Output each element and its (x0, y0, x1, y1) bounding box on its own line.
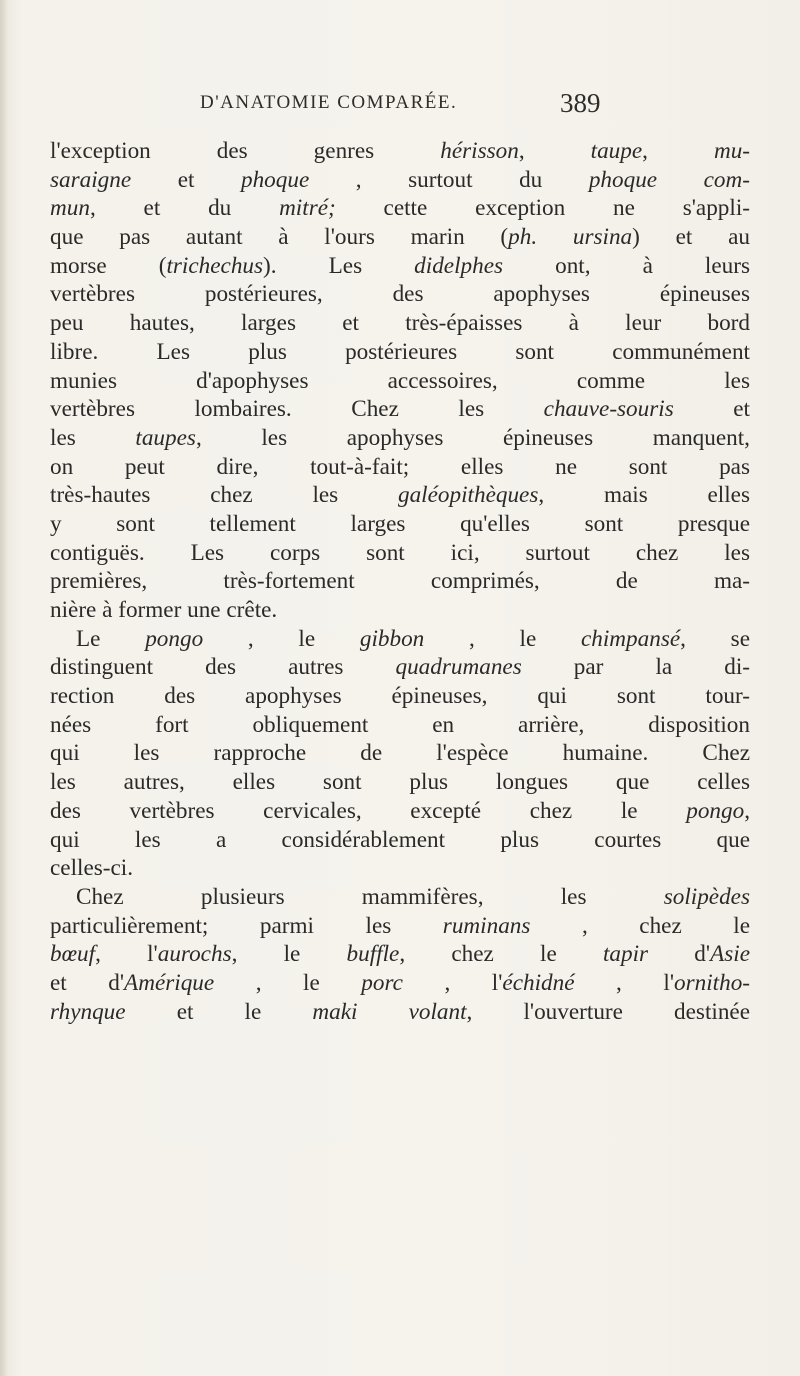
italic-term: porc (361, 969, 403, 996)
text-run: l'exception des genres (50, 138, 441, 164)
italic-term: rhynque (50, 998, 126, 1025)
italic-term: gibbon (359, 625, 425, 652)
text-run: particulièrement; parmi les (50, 912, 443, 939)
text-run: vertèbres postérieures, des apophyses épineuses (50, 281, 750, 308)
text-run: , mais elles (538, 482, 750, 509)
text-run: les autres, elles sont plus longues que celles (50, 769, 750, 796)
text-run: nière à former une crête. (50, 597, 278, 623)
text-line (50, 625, 750, 654)
text-line (50, 338, 750, 367)
italic-term: maki volant (312, 998, 467, 1025)
text-run: d' (648, 941, 711, 968)
italic-term: mu- (713, 138, 751, 164)
text-line (50, 653, 750, 682)
text-line (50, 137, 750, 166)
text-run: , l' (95, 941, 158, 968)
text-run: , chez le (530, 912, 750, 939)
text-run: qui les rapproche de l'espèce humaine. Chez (50, 740, 750, 767)
text-run: , surtout du (309, 166, 589, 193)
text-run: , l' (402, 969, 503, 996)
text-run: y sont tellement larges qu'elles sont presque (50, 510, 750, 537)
italic-term: mitré; (279, 195, 336, 222)
italic-term: chimpansé (580, 625, 681, 652)
italic-term: mun (50, 195, 90, 222)
text-line (50, 510, 750, 539)
text-line (50, 252, 750, 281)
text-line (50, 797, 750, 826)
italic-term: Asie (710, 941, 750, 968)
text-line (50, 998, 750, 1027)
text-run: Chez plusieurs mammifères, les (76, 883, 664, 910)
italic-term: hérisson (440, 138, 519, 164)
italic-term: aurochs (157, 941, 232, 968)
italic-term: Amérique (124, 969, 215, 996)
italic-term: taupes (135, 424, 196, 451)
italic-term: trichechus (166, 252, 264, 279)
text-line (50, 395, 750, 424)
italic-term: chauve-souris (543, 396, 674, 423)
text-line (50, 682, 750, 711)
text-run: qui les a considérablement plus courtes que (50, 826, 750, 853)
text-run: et (131, 166, 241, 193)
italic-term: ornitho- (674, 969, 751, 996)
text-run: très-hautes chez les (50, 482, 398, 509)
page-header (0, 88, 800, 122)
text-run: , le (231, 941, 347, 968)
italic-term: échidné (502, 969, 575, 996)
text-run: par la di- (521, 654, 750, 681)
italic-term: saraigne (50, 166, 132, 193)
text-run: morse ( (50, 252, 167, 279)
italic-term: ph. ursina (508, 224, 633, 251)
text-line (50, 539, 750, 568)
italic-term: didelphes (414, 252, 504, 279)
text-run: ). Les (263, 252, 415, 279)
text-run: , et du (89, 195, 280, 222)
text-run: des vertèbres cervicales, excepté chez le (50, 797, 687, 824)
text-line (50, 883, 750, 912)
text-run: les (50, 424, 136, 451)
text-line (50, 367, 750, 396)
italic-term: buffle (346, 941, 400, 968)
text-line (50, 223, 750, 252)
italic-term: tapir (602, 941, 649, 968)
page-number: 389 (560, 88, 601, 118)
text-line (50, 194, 750, 223)
text-run: , les apophyses épineuses manquent, (195, 424, 750, 451)
italic-term: phoque (240, 166, 310, 193)
text-run: ont, à leurs (503, 252, 751, 279)
text-run: celles-ci. (50, 855, 134, 882)
text-run: , chez le (399, 941, 603, 968)
text-line (50, 854, 750, 883)
text-line (50, 424, 750, 453)
text-line (50, 940, 750, 969)
text-run: munies d'apophyses accessoires, comme les (50, 367, 750, 394)
text-run: , le (203, 625, 360, 652)
text-line (50, 453, 750, 482)
text-line (50, 768, 750, 797)
text-run: ) et au (632, 224, 750, 251)
text-run: , se (680, 625, 750, 652)
text-run: , (518, 138, 591, 164)
text-line (50, 567, 750, 596)
text-run: et (673, 396, 750, 423)
page-gutter-shadow (0, 0, 8, 1376)
italic-term: pongo (686, 797, 745, 824)
text-run: rection des apophyses épineuses, qui sont tour- (50, 683, 750, 710)
italic-term: quadrumanes (395, 654, 522, 681)
text-run: nées fort obliquement en arrière, disposition (50, 711, 750, 738)
text-run: on peut dire, tout-à-fait; elles ne sont pas (50, 453, 750, 480)
text-run: , le (424, 625, 581, 652)
text-run: , (744, 797, 750, 824)
italic-term: solipèdes (663, 883, 750, 910)
text-run: que pas autant à l'ours marin ( (50, 224, 509, 251)
text-run: distinguent des autres (50, 654, 396, 681)
text-run: cette exception ne s'appli- (335, 195, 750, 222)
text-run: Le (76, 625, 146, 652)
text-run: , le (214, 969, 362, 996)
text-run: vertèbres lombaires. Chez les (50, 396, 544, 423)
italic-term: phoque com- (588, 166, 750, 193)
text-run: contiguës. Les corps sont ici, surtout chez les (50, 539, 750, 566)
text-line (50, 711, 750, 740)
text-run: , (642, 138, 714, 164)
text-line (50, 166, 750, 195)
italic-term: ruminans (442, 912, 531, 939)
text-line (50, 912, 750, 941)
running-head: D'ANATOMIE COMPARÉE. (200, 92, 458, 113)
italic-term: taupe (590, 138, 643, 164)
italic-term: pongo (145, 625, 204, 652)
text-line (50, 739, 750, 768)
text-line (50, 481, 750, 510)
text-run: , l' (574, 969, 674, 996)
body-text (50, 137, 750, 1026)
italic-term: galéopithèques (397, 482, 539, 509)
text-run: peu hautes, larges et très-épaisses à leur bord (50, 310, 750, 337)
text-run: premières, très-fortement comprimés, de ma- (50, 568, 750, 595)
text-run: , l'ouverture destinée (466, 998, 751, 1025)
text-run: libre. Les plus postérieures sont communément (50, 338, 750, 365)
italic-term: bœuf (50, 941, 96, 968)
text-line (50, 826, 750, 855)
text-run: et le (125, 998, 313, 1025)
text-line (50, 596, 750, 625)
text-line (50, 280, 750, 309)
text-line (50, 969, 750, 998)
text-line (50, 309, 750, 338)
text-run: et d' (50, 969, 125, 996)
